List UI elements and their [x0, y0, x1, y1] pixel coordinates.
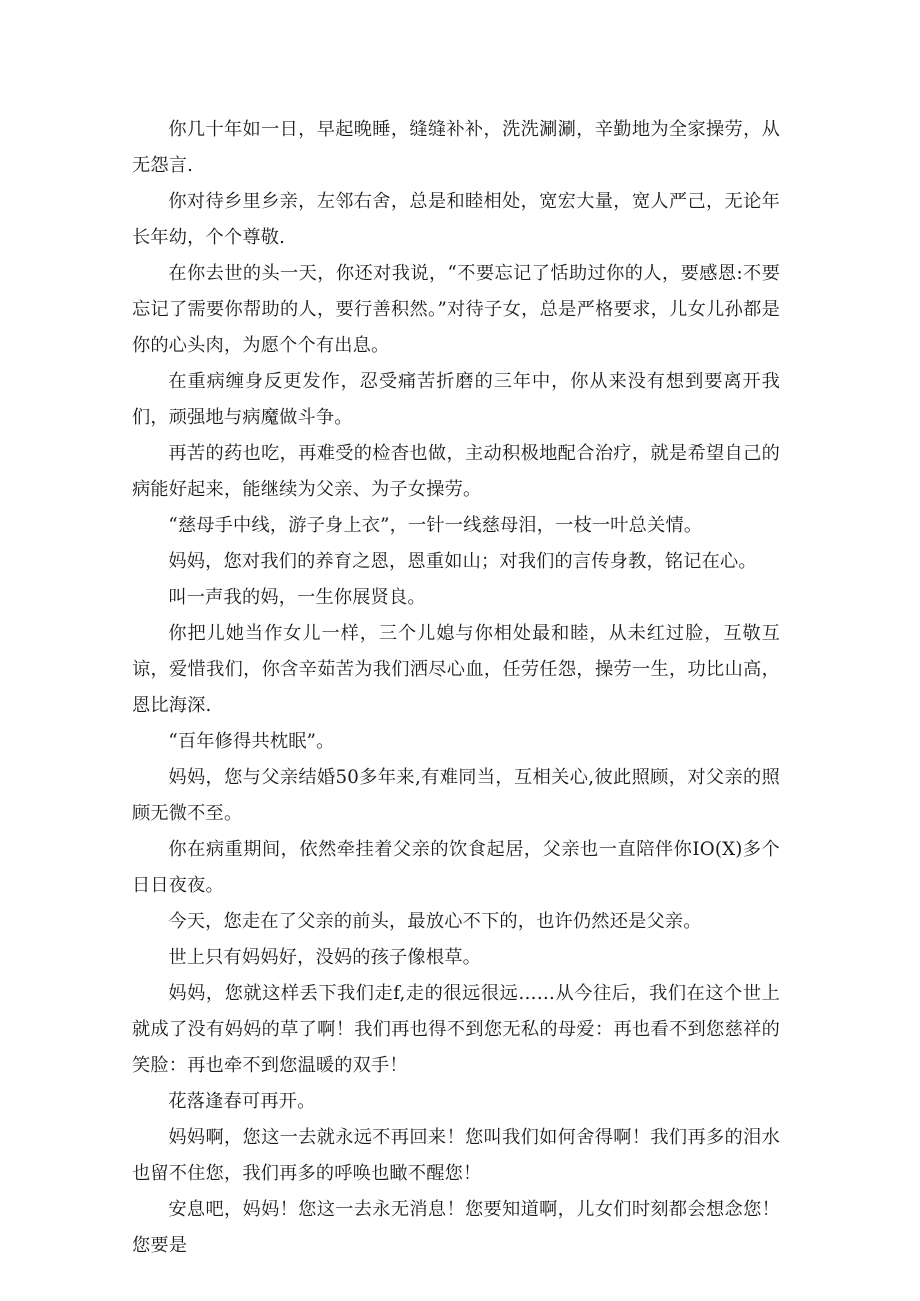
- document-body: [132, 112, 780, 1264]
- paragraph: 妈妈，您与父亲结婚50多年来,有难同当，互相关心,彼此照顾，对父亲的照顾无微不至。: [132, 767, 780, 824]
- paragraph: 妈妈啊，您这一去就永远不再回来！您叫我们如何舍得啊！我们再多的泪水也留不住您，我们再多的呼唤也瞰不醒您！: [132, 1127, 780, 1184]
- paragraph: 再苦的药也吃，再难受的检杳也做，主动积极地配合治疗，就是希望自己的病能好起来，能继续为父亲、为子女操劳。: [132, 443, 780, 500]
- paragraph: 妈妈，您就这样丢下我们走f,走的很远很远……从今往后，我们在这个世上就成了没有妈妈的草了啊！我们再也得不到您无私的母爱：再也看不到您慈祥的笑脸：再也牵不到您温暖的双手！: [132, 983, 780, 1076]
- paragraph: 在你去世的头一天，你还对我说，“不要忘记了恬助过你的人，要感恩:不要忘记了需要你帮助的人，要行善积然。”对待子女，总是严格要求，儿女儿孙都是你的心头肉，为愿个个有出息。: [132, 263, 780, 356]
- paragraph: 你对待乡里乡亲，左邻右舍，总是和睦相处，宽宏大量，宽人严己，无论年长年幼，个个尊敬.: [132, 191, 780, 248]
- paragraph: 世上只有妈妈好，没妈的孩子像根草。: [168, 947, 481, 968]
- paragraph: “百年修得共枕眠”。: [168, 731, 335, 752]
- paragraph: 花落逢春可再开。: [168, 1091, 316, 1112]
- paragraph: 在重病缠身反更发作，忍受痛苦折磨的三年中，你从来没有想到要离开我们，顽强地与病魔做斗争。: [132, 371, 780, 428]
- paragraph: 你在病重期间，依然牵挂着父亲的饮食起居，父亲也一直陪伴你IO(X)多个日日夜夜。: [132, 839, 780, 896]
- paragraph: 你几十年如一日，早起晚睡，缝缝补补，洗洗涮涮，辛勤地为全家操劳，从无怨言.: [132, 119, 780, 176]
- paragraph: 今天，您走在了父亲的前头，最放心不下的，也许仍然还是父亲。: [168, 911, 702, 932]
- paragraph: 安息吧，妈妈！您这一去永无消息！您要知道啊，儿女们时刻都会想念您！您要是: [132, 1199, 780, 1256]
- paragraph: “慈母手中线，游子身上衣”，一针一线慈母泪，一枝一叶总关情。: [168, 515, 703, 536]
- paragraph: 叫一声我的妈，一生你展贤良。: [168, 587, 426, 608]
- paragraph: 你把儿她当作女儿一样，三个儿媳与你相处最和睦，从未红过脸，互敬互谅，爱惜我们，你含辛茹苦为我们洒尽心血，任劳任怨，操劳一生，功比山高，恩比海深.: [132, 623, 780, 716]
- paragraph: 妈妈，您对我们的养育之恩，恩重如山；对我们的言传身教，铭记在心。: [168, 551, 757, 572]
